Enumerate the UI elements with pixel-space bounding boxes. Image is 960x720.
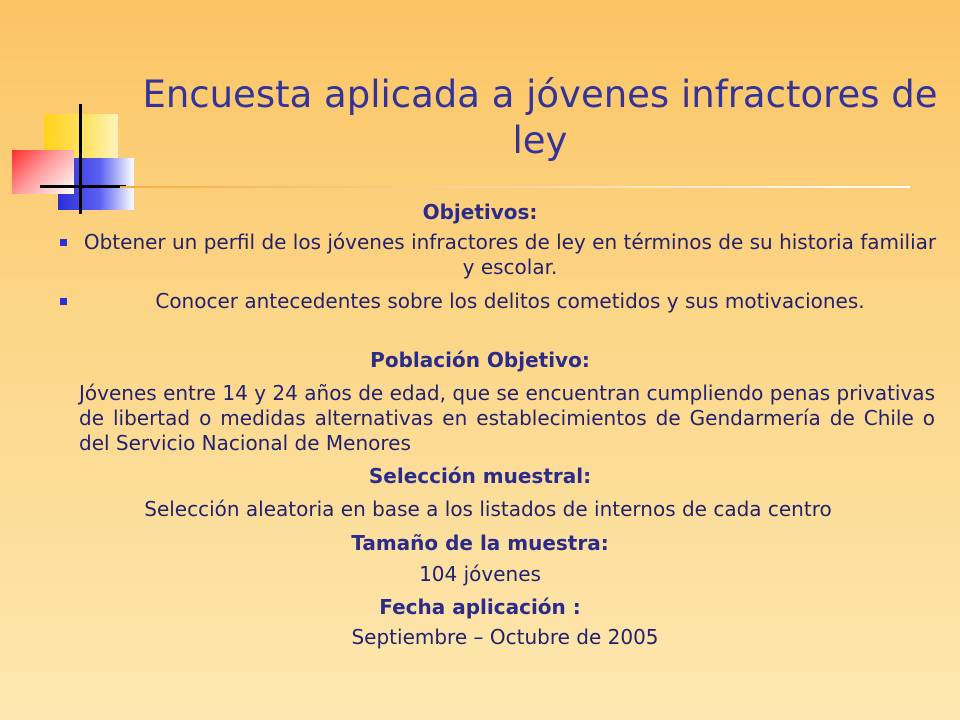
logo-vertical-line xyxy=(79,104,82,214)
seleccion-heading: Selección muestral: xyxy=(368,464,592,488)
tamano-heading: Tamaño de la muestra: xyxy=(351,531,609,555)
objetivo-text: Conocer antecedentes sobre los delitos cometidos y sus motivaciones. xyxy=(155,289,865,313)
objetivo-item xyxy=(60,289,940,314)
poblacion-heading: Población Objetivo: xyxy=(370,348,590,372)
slide-title: Encuesta aplicada a jóvenes infractores de ley xyxy=(142,73,938,162)
objetivos-heading: Objetivos: xyxy=(422,200,538,224)
fecha-heading: Fecha aplicación : xyxy=(379,595,581,619)
poblacion-text: Jóvenes entre 14 y 24 años de edad, que se encuentran cumpliendo penas privativas de libertad o medidas alternativas en establecimientos de Gendarmería de Chile o del Servicio Nacional de Menores xyxy=(79,381,935,455)
logo-horizontal-line xyxy=(40,185,126,188)
seleccion-text: Selección aleatoria en base a los listados de internos de cada centro xyxy=(144,497,832,521)
bullet-icon xyxy=(60,298,67,305)
tamano-text: 104 jóvenes xyxy=(419,562,541,586)
fecha-text: Septiembre – Octubre de 2005 xyxy=(351,625,659,649)
title-divider xyxy=(120,186,910,188)
bullet-icon xyxy=(60,239,67,246)
objetivo-item xyxy=(60,230,940,280)
objetivo-text: Obtener un perfil de los jóvenes infractores de ley en términos de su historia familiar y escolar. xyxy=(83,230,937,279)
